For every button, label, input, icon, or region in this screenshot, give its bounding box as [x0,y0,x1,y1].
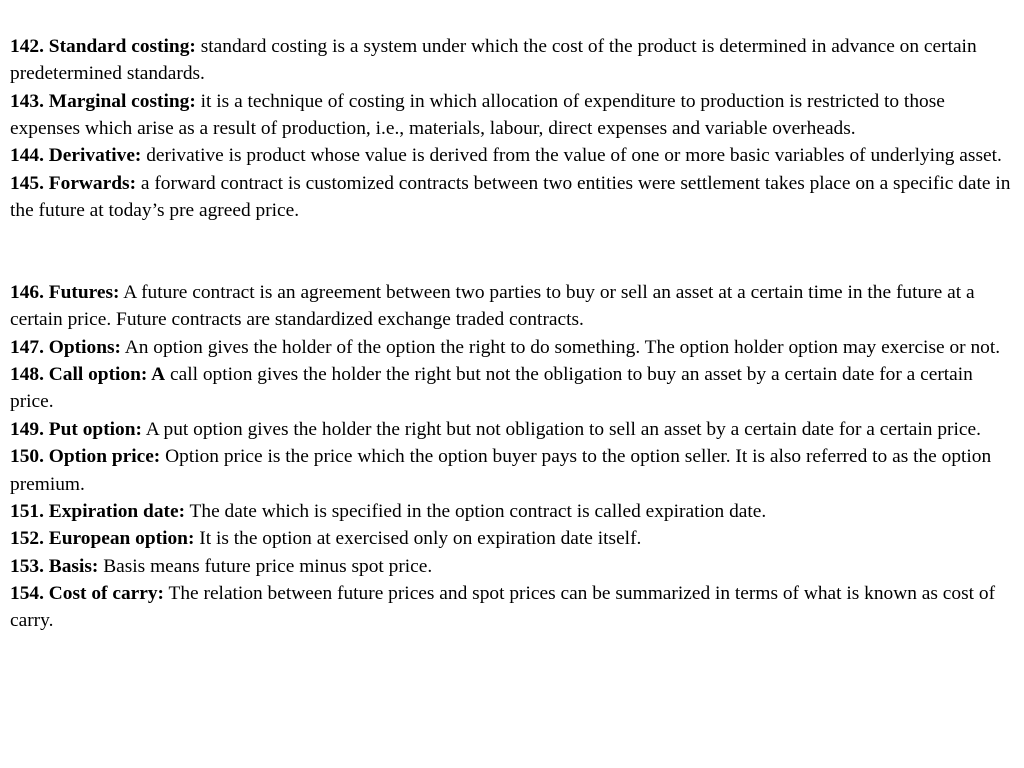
entry-definition: The relation between future prices and spot prices can be summarized in terms of what is known as cost of carry. [10,582,996,632]
entry-definition: call option gives the holder the right but not the obligation to buy an asset by a certain date for a certain price. [10,364,973,413]
glossary-entry-154 [10,580,1016,635]
glossary-entry-147 [10,334,1016,361]
glossary-entry-151 [10,498,1016,525]
entry-definition: It is the option at exercised only on expiration date itself. [194,528,642,550]
entry-definition: A future contract is an agreement between two parties to buy or sell an asset at a certain time in the future at a certain price. Future contracts are standardized exchange traded contracts. [10,282,975,331]
entry-definition: it is a technique of costing in which allocation of expenditure to production is restricted to those expenses which arise as a result of production, i.e., materials, labour, direct expenses and variable overheads. [10,90,945,140]
entry-definition: standard costing is a system under which the cost of the product is determined in advance on certain predetermined standards. [10,36,977,85]
glossary-block-2 [10,279,1016,634]
paragraph-gap [10,224,1016,279]
entry-definition: A put option gives the holder the right but not obligation to sell an asset by a certain date for a certain price. [141,418,981,440]
glossary-entry-145 [10,170,1016,225]
entry-term: 152. European option: [10,528,195,550]
entry-term: 153. Basis: [10,555,99,577]
glossary-entry-143 [10,88,1016,143]
glossary-entry-153 [10,553,1016,580]
glossary-entry-142 [10,33,1016,88]
entry-term: 143. Marginal costing: [10,90,196,112]
entry-term: 154. Cost of carry: [10,582,164,604]
glossary-entry-152 [10,525,1016,552]
entry-definition: derivative is product whose value is derived from the value of one or more basic variables of underlying asset. [141,145,1002,167]
entry-term: 150. Option price: [10,446,161,468]
entry-term: 151. Expiration date: [10,500,186,522]
glossary-entry-150 [10,443,1016,498]
glossary-block-1 [10,33,1016,224]
glossary-entry-144 [10,142,1016,169]
entry-term: 148. Call option: A [10,364,166,386]
glossary-entry-146 [10,279,1016,334]
glossary-entry-149 [10,416,1016,443]
glossary-slide [10,33,1016,635]
entry-definition: An option gives the holder of the option the right to do something. The option holder option may exercise or not. [120,336,1001,358]
entry-term: 146. Futures: [10,282,120,304]
entry-definition: The date which is specified in the option contract is called expiration date. [185,500,767,522]
entry-term: 144. Derivative: [10,145,142,167]
entry-term: 149. Put option: [10,418,142,440]
glossary-entry-148 [10,361,1016,416]
entry-definition: a forward contract is customized contracts between two entities were settlement takes place on a specific date in the future at today’s pre agreed price. [10,172,1011,222]
entry-term: 145. Forwards: [10,172,137,194]
entry-term: 142. Standard costing: [10,36,196,57]
entry-term: 147. Options: [10,336,121,358]
entry-definition: Option price is the price which the option buyer pays to the option seller. It is also referred to as the option premium. [10,446,992,495]
entry-definition: Basis means future price minus spot price. [98,555,433,577]
